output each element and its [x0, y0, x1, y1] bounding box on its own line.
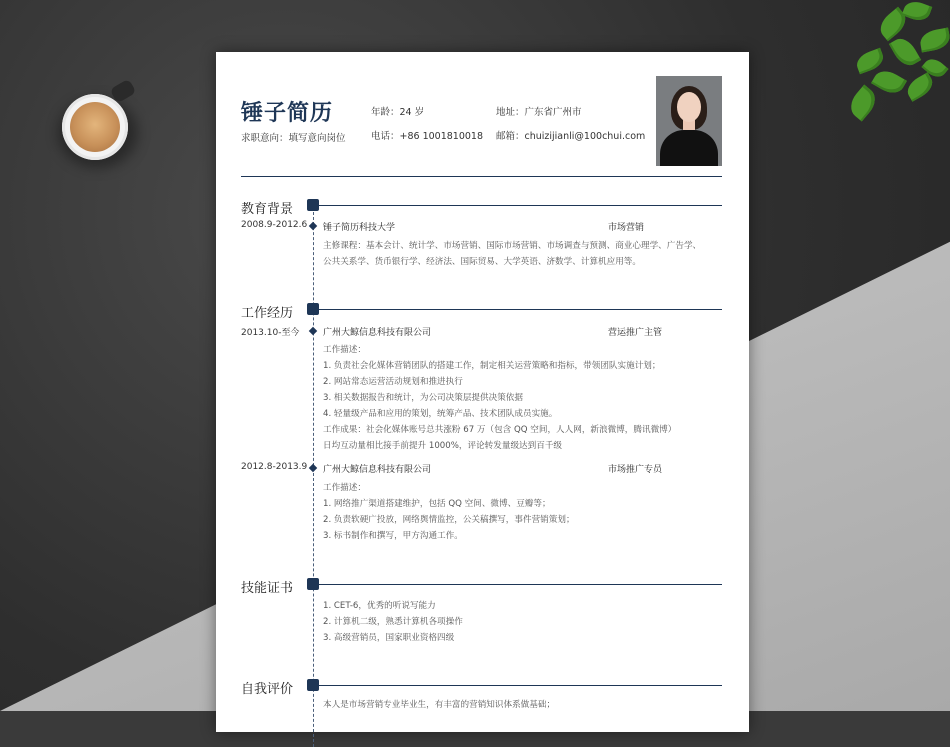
job-date: 2012.8-2013.9	[241, 462, 308, 472]
section-divider	[319, 584, 722, 585]
section-title-work: 工作经历	[241, 306, 294, 321]
self-eval-line: 本人是市场营销专业毕业生，有丰富的营销知识体系做基础；	[323, 700, 556, 710]
job-text-line: 2. 负责软硬广投放，网络舆情监控，公关稿撰写，事件营销策划；	[323, 515, 575, 525]
resume-paper	[216, 52, 749, 732]
major-name: 市场营销	[608, 223, 645, 233]
education-text-line: 公共关系学、货币银行学、经济法、国际贸易、大学英语、济数学、计算机应用等。	[323, 257, 641, 267]
job-text-line: 1. 负责社会化媒体营销团队的搭建工作，制定相关运营策略和指标，带领团队实施计划；	[323, 361, 661, 371]
section-marker	[307, 199, 319, 211]
section-divider	[319, 309, 722, 310]
job-date: 2013.10-至今	[241, 328, 300, 338]
timeline-diamond	[309, 327, 317, 335]
section-title-education: 教育背景	[241, 202, 294, 217]
section-divider	[319, 205, 722, 206]
job-text-line: 工作描述：	[323, 345, 366, 355]
email-field: 邮箱：chuizijianli@100chui.com	[496, 131, 646, 142]
school-name: 锤子简历科技大学	[323, 223, 396, 233]
job-text-line: 3. 标书制作和撰写，甲方沟通工作。	[323, 531, 463, 541]
education-text-line: 主修课程：基本会计、统计学、市场营销、国际市场营销、市场调查与预测、商业心理学、广告学、	[323, 241, 702, 251]
section-title-self: 自我评价	[241, 682, 294, 697]
profile-photo	[656, 76, 722, 166]
header-divider	[241, 176, 722, 177]
job-text-line: 2. 网站常态运营活动规划和推进执行	[323, 377, 463, 387]
job-text-line: 4. 轻量级产品和应用的策划，统筹产品、技术团队成员实施。	[323, 409, 558, 419]
timeline-diamond	[309, 222, 317, 230]
company-name: 广州大鲸信息科技有限公司	[323, 465, 432, 475]
job-role: 营运推广主管	[608, 328, 663, 338]
skill-line: 3. 高级营销员，国家职业资格四级	[323, 633, 455, 643]
section-marker	[307, 303, 319, 315]
job-intent: 求职意向：填写意向岗位	[241, 133, 346, 144]
company-name: 广州大鲸信息科技有限公司	[323, 328, 432, 338]
job-text-line: 工作成果：社会化媒体账号总共涨粉 67 万（包含 QQ 空间，人人网，新浪微博，腾讯微博）	[323, 425, 677, 435]
phone-field: 电话：+86 1001810018	[371, 131, 484, 142]
job-text-line: 工作描述：	[323, 483, 366, 493]
section-marker	[307, 578, 319, 590]
age-field: 年龄：24 岁	[371, 107, 425, 118]
timeline-diamond	[309, 464, 317, 472]
section-title-skills: 技能证书	[241, 581, 294, 596]
skill-line: 1. CET-6，优秀的听说写能力	[323, 601, 436, 611]
job-text-line: 日均互动量相比接手前提升 1000%，评论转发量级达到百千级	[323, 441, 563, 451]
education-date: 2008.9-2012.6	[241, 220, 308, 230]
resume-name: 锤子简历	[241, 101, 334, 126]
plant-leaves	[840, 0, 950, 130]
job-text-line: 3. 相关数据报告和统计，为公司决策层提供决策依据	[323, 393, 523, 403]
section-divider	[319, 685, 722, 686]
section-marker	[307, 679, 319, 691]
timeline-line	[313, 207, 314, 747]
job-text-line: 1. 网络推广渠道搭建维护，包括 QQ 空间、微博、豆瓣等；	[323, 499, 551, 509]
skill-line: 2. 计算机二级，熟悉计算机各项操作	[323, 617, 463, 627]
job-role: 市场推广专员	[608, 465, 663, 475]
address-field: 地址：广东省广州市	[496, 107, 582, 118]
